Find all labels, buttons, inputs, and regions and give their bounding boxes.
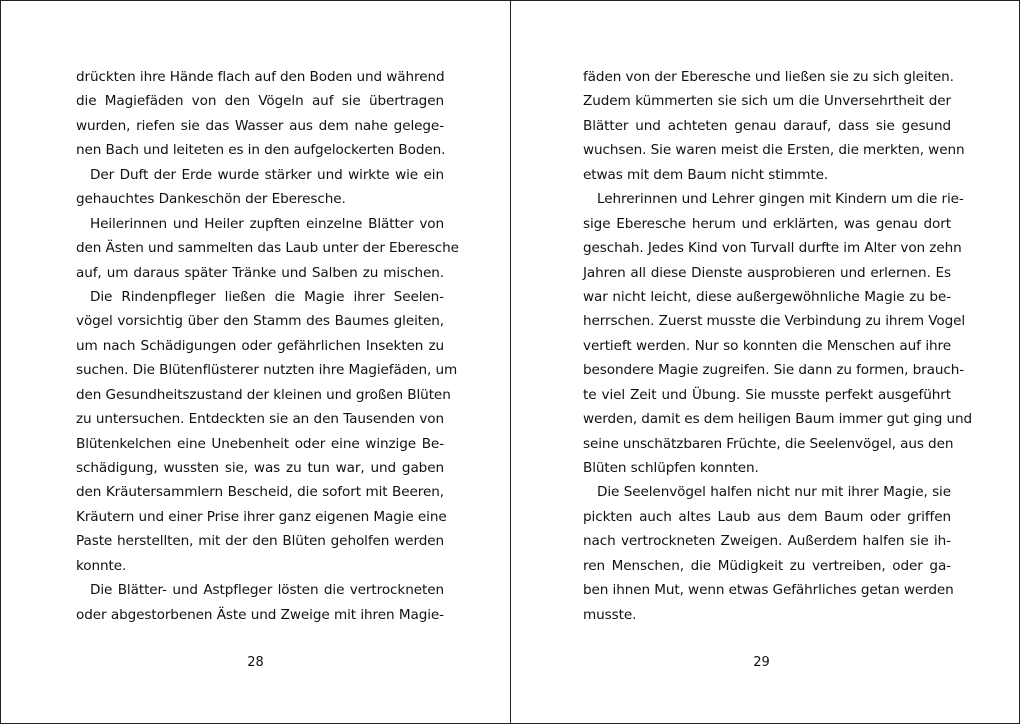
- text-line: vögel vorsichtig über den Stamm des Baumes gleiten,: [76, 313, 444, 330]
- text-line: war nicht leicht, diese außergewöhnliche Magie zu be-: [583, 288, 951, 305]
- text-line: geschah. Jedes Kind von Turvall durfte im Alter von zehn: [583, 240, 962, 257]
- text-line: Blütenkelchen eine Unebenheit oder eine winzige Be-: [76, 435, 444, 452]
- text-line: um nach Schädigungen oder gefährlichen Insekten zu: [76, 337, 444, 354]
- text-line: Heilerinnen und Heiler zupften einzelne Blätter von: [90, 215, 444, 232]
- text-line: schädigung, wussten sie, was zu tun war, und gaben: [76, 460, 444, 476]
- text-line: Die Rindenpfleger ließen die Magie ihrer Seelen-: [90, 288, 444, 305]
- text-line: werden, damit es dem heiligen Baum immer gut ging und: [583, 411, 973, 428]
- text-line: ren Menschen, die Müdigkeit zu vertreiben, oder ga-: [583, 557, 951, 574]
- text-line: den Kräutersammlern Bescheid, die sofort mit Beeren,: [76, 484, 444, 501]
- text-line: Die Blätter- und Astpfleger lösten die vertrockneten: [90, 582, 444, 599]
- text-line: auf, um daraus später Tränke und Salben zu mischen.: [76, 264, 444, 281]
- text-line: konnte.: [76, 557, 127, 574]
- text-line: Paste herstellten, mit der den Blüten geholfen werden: [76, 533, 444, 550]
- text-line: seine unschätzbaren Früchte, die Seelenvögel, aus den: [583, 435, 954, 452]
- text-line: te viel Zeit und Übung. Sie musste perfekt ausgeführt: [583, 386, 951, 403]
- left-page: [1, 1, 510, 723]
- text-line: etwas mit dem Baum nicht stimmte.: [583, 166, 829, 183]
- text-line: vertieft werden. Nur so konnten die Menschen auf ihre: [583, 337, 951, 354]
- right-page-text: [583, 65, 973, 627]
- text-line: Blüten schlüpfen konnten.: [583, 460, 759, 476]
- page-number: 29: [753, 655, 770, 670]
- text-line: Die Seelenvögel halfen nicht nur mit ihrer Magie, sie: [597, 484, 951, 501]
- text-line: Der Duft der Erde wurde stärker und wirkte wie ein: [90, 166, 444, 183]
- text-line: nach vertrockneten Zweigen. Außerdem halfen sie ih-: [583, 533, 951, 550]
- text-line: musste.: [583, 606, 637, 623]
- text-line: pickten auch altes Laub aus dem Baum oder griffen: [583, 508, 951, 525]
- text-line: nen Bach und leiteten es in den aufgelockerten Boden.: [76, 142, 446, 159]
- text-line: Kräutern und einer Prise ihrer ganz eigenen Magie eine: [76, 508, 447, 525]
- right-page: [511, 1, 1020, 723]
- page-number: 28: [247, 655, 264, 670]
- text-line: zu untersuchen. Entdeckten sie an den Tausenden von: [76, 411, 444, 428]
- text-line: fäden von der Eberesche und ließen sie zu sich gleiten.: [583, 69, 954, 85]
- text-line: Lehrerinnen und Lehrer gingen mit Kindern um die rie-: [597, 191, 964, 208]
- text-line: die Magiefäden von den Vögeln auf sie übertragen: [76, 93, 444, 110]
- text-line: wurden, riefen sie das Wasser aus dem nahe gelege-: [76, 117, 444, 134]
- text-line: oder abgestorbenen Äste und Zweige mit ihren Magie-: [76, 606, 444, 623]
- text-line: Jahren all diese Dienste ausprobieren und erlernen. Es: [583, 264, 951, 281]
- text-line: den Ästen und sammelten das Laub unter der Eberesche: [76, 240, 459, 257]
- text-line: suchen. Die Blütenflüsterer nutzten ihre Magiefäden, um: [76, 362, 458, 379]
- text-line: Zudem kümmerten sie sich um die Unversehrtheit der: [583, 93, 951, 110]
- text-line: Blätter und achteten genau darauf, dass sie gesund: [583, 117, 951, 134]
- text-line: besondere Magie zugreifen. Sie dann zu formen, brauch-: [583, 362, 965, 379]
- text-line: sige Eberesche herum und erklärten, was genau dort: [583, 215, 951, 232]
- text-line: drückten ihre Hände flach auf den Boden und während: [76, 69, 445, 85]
- left-page-text: [76, 65, 459, 627]
- text-line: wuchsen. Sie waren meist die Ersten, die merkten, wenn: [583, 142, 965, 159]
- text-line: ben ihnen Mut, wenn etwas Gefährliches getan werden: [583, 582, 954, 599]
- text-line: den Gesundheitszustand der kleinen und großen Blüten: [76, 386, 451, 403]
- text-line: gehauchtes Dankeschön der Eberesche.: [76, 191, 346, 208]
- text-line: herrschen. Zuerst musste die Verbindung zu ihrem Vogel: [583, 313, 966, 330]
